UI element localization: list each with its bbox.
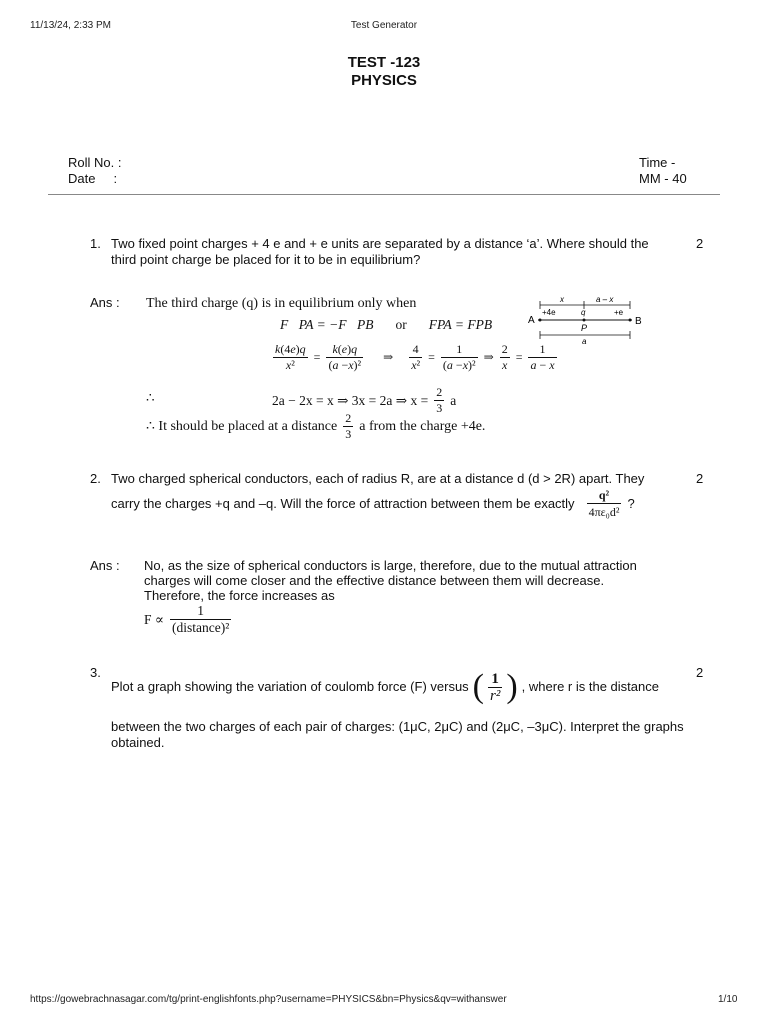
answer-2-line2: charges will come closer and the effective distance between them will decrease. (144, 573, 605, 588)
answer-2-proportionality (144, 603, 231, 636)
question-1-text-line2: third point charge be placed for it to be in equilibrium? (111, 252, 421, 267)
question-2-qmark: ? (627, 495, 635, 511)
footer-page-number: 1/10 (718, 994, 738, 1005)
question-2-text-line2-text: carry the charges +q and –q. Will the force of attraction between them be exactly (111, 495, 575, 511)
answer-1-therefore: ∴ (146, 390, 155, 405)
question-3-marks: 2 (696, 665, 704, 680)
force-relation-or: or (395, 317, 407, 332)
diagram-point-p: P (581, 323, 588, 333)
test-title: TEST -123 (347, 54, 421, 71)
question-2-text-line2 (111, 487, 635, 520)
question-1-text-line1: Two fixed point charges + 4 e and + e units are separated by a distance ‘a’. Where should the (111, 236, 649, 251)
question-1-marks: 2 (696, 236, 704, 251)
question-3-text-line2: between the two charges of each pair of charges: (1μC, 2μC) and (2μC, –3μC). Interpret the graphs (111, 719, 684, 734)
diagram-charge-e: +e (614, 308, 624, 317)
question-2-text-line1: Two charged spherical conductors, each of radius R, are at a distance d (d > 2R) apart. They (111, 471, 645, 486)
question-2-frac-num: q² (598, 488, 610, 502)
question-3-number: 3. (90, 665, 101, 680)
question-1-number: 1. (90, 236, 101, 251)
answer-2-frac-num: 1 (197, 603, 205, 618)
answer-1-label: Ans : (90, 295, 120, 310)
question-2-marks: 2 (696, 471, 704, 486)
question-2-number: 2. (90, 471, 101, 486)
answer-1-line4-text: 2a − 2x = x ⇒ 3x = 2a ⇒ x = (272, 392, 429, 408)
time-label: Time - (639, 155, 676, 170)
answer-1-force-relation (280, 317, 492, 333)
question-3-text-start: Plot a graph showing the variation of coulomb force (F) versus (111, 679, 469, 694)
answer-2-frac-den: (distance)² (172, 620, 230, 635)
question-3-text-line3: obtained. (111, 735, 165, 750)
roll-no-label: Roll No. : (68, 155, 122, 170)
diagram-charge-4e: +4e (542, 308, 556, 317)
answer-2-line1: No, as the size of spherical conductors is large, therefore, due to the mutual attraction (144, 558, 637, 573)
print-datetime: 11/13/24, 2:33 PM (30, 20, 111, 31)
divider (48, 194, 720, 195)
question-3-frac-den: r² (490, 687, 501, 704)
question-3-frac-num: 1 (491, 670, 499, 687)
diagram-a-minus-x-label: a – x (596, 295, 614, 304)
answer-1-line1: The third charge (q) is in equilibrium only when (146, 296, 417, 311)
test-subject: PHYSICS (351, 72, 417, 89)
question-2-frac-den: 4πε₀d² (588, 505, 620, 519)
question-3-text-end: , where r is the distance (521, 679, 659, 694)
answer-1-line5-end: a from the charge +4e. (359, 418, 486, 434)
charge-diagram (526, 294, 646, 346)
answer-1-line4-end: a (450, 392, 457, 408)
diagram-total-label: a (582, 337, 587, 346)
footer-url: https://gowebrachnasagar.com/tg/print-englishfonts.php?username=PHYSICS&bn=Physics&qv=withanswer (30, 994, 507, 1005)
answer-2-f-prop: F ∝ (144, 611, 165, 627)
date-label: Date : (68, 171, 118, 186)
diagram-x-label: x (560, 295, 564, 304)
force-relation-vector: F⃗PA = −F⃗PB (280, 317, 374, 332)
force-relation-scalar: FPA = FPB (428, 317, 493, 332)
answer-2-line3: Therefore, the force increases as (144, 588, 335, 603)
answer-1-line5: ∴ It should be placed at a distance $\frac{2}{3}$ a from the charge +4e. (146, 411, 486, 441)
answer-1-equation: $\frac{k(4e)q}{\text{x²}}$ = $\frac{k(e)q}{\text{(a −x)²}}$ ⇒ $\frac{4}{\text{x²}}$ = $\frac{1}{\text{(a −x)²}}$ ⇒ $\frac{2}{x}$ = $\frac{1}{a - x}$ (275, 342, 555, 372)
answer-1-line4: 2a − 2x = x ⇒ 3x = 2a ⇒ x = $\frac{2}{3}$ a (272, 385, 457, 415)
print-title: Test Generator (350, 20, 418, 31)
answer-1-line5-start: ∴ It should be placed at a distance (146, 419, 338, 434)
answer-2-label: Ans : (90, 558, 120, 573)
diagram-point-b: B (635, 316, 642, 327)
diagram-point-a: A (528, 315, 535, 326)
diagram-charge-q: q (581, 308, 586, 317)
question-3-text-line1: Plot a graph showing the variation of coulomb force (F) versus ( $\frac{1}{\text{r²}}$ ) , where r is the distance (111, 668, 659, 705)
max-marks-label: MM - 40 (639, 171, 687, 186)
